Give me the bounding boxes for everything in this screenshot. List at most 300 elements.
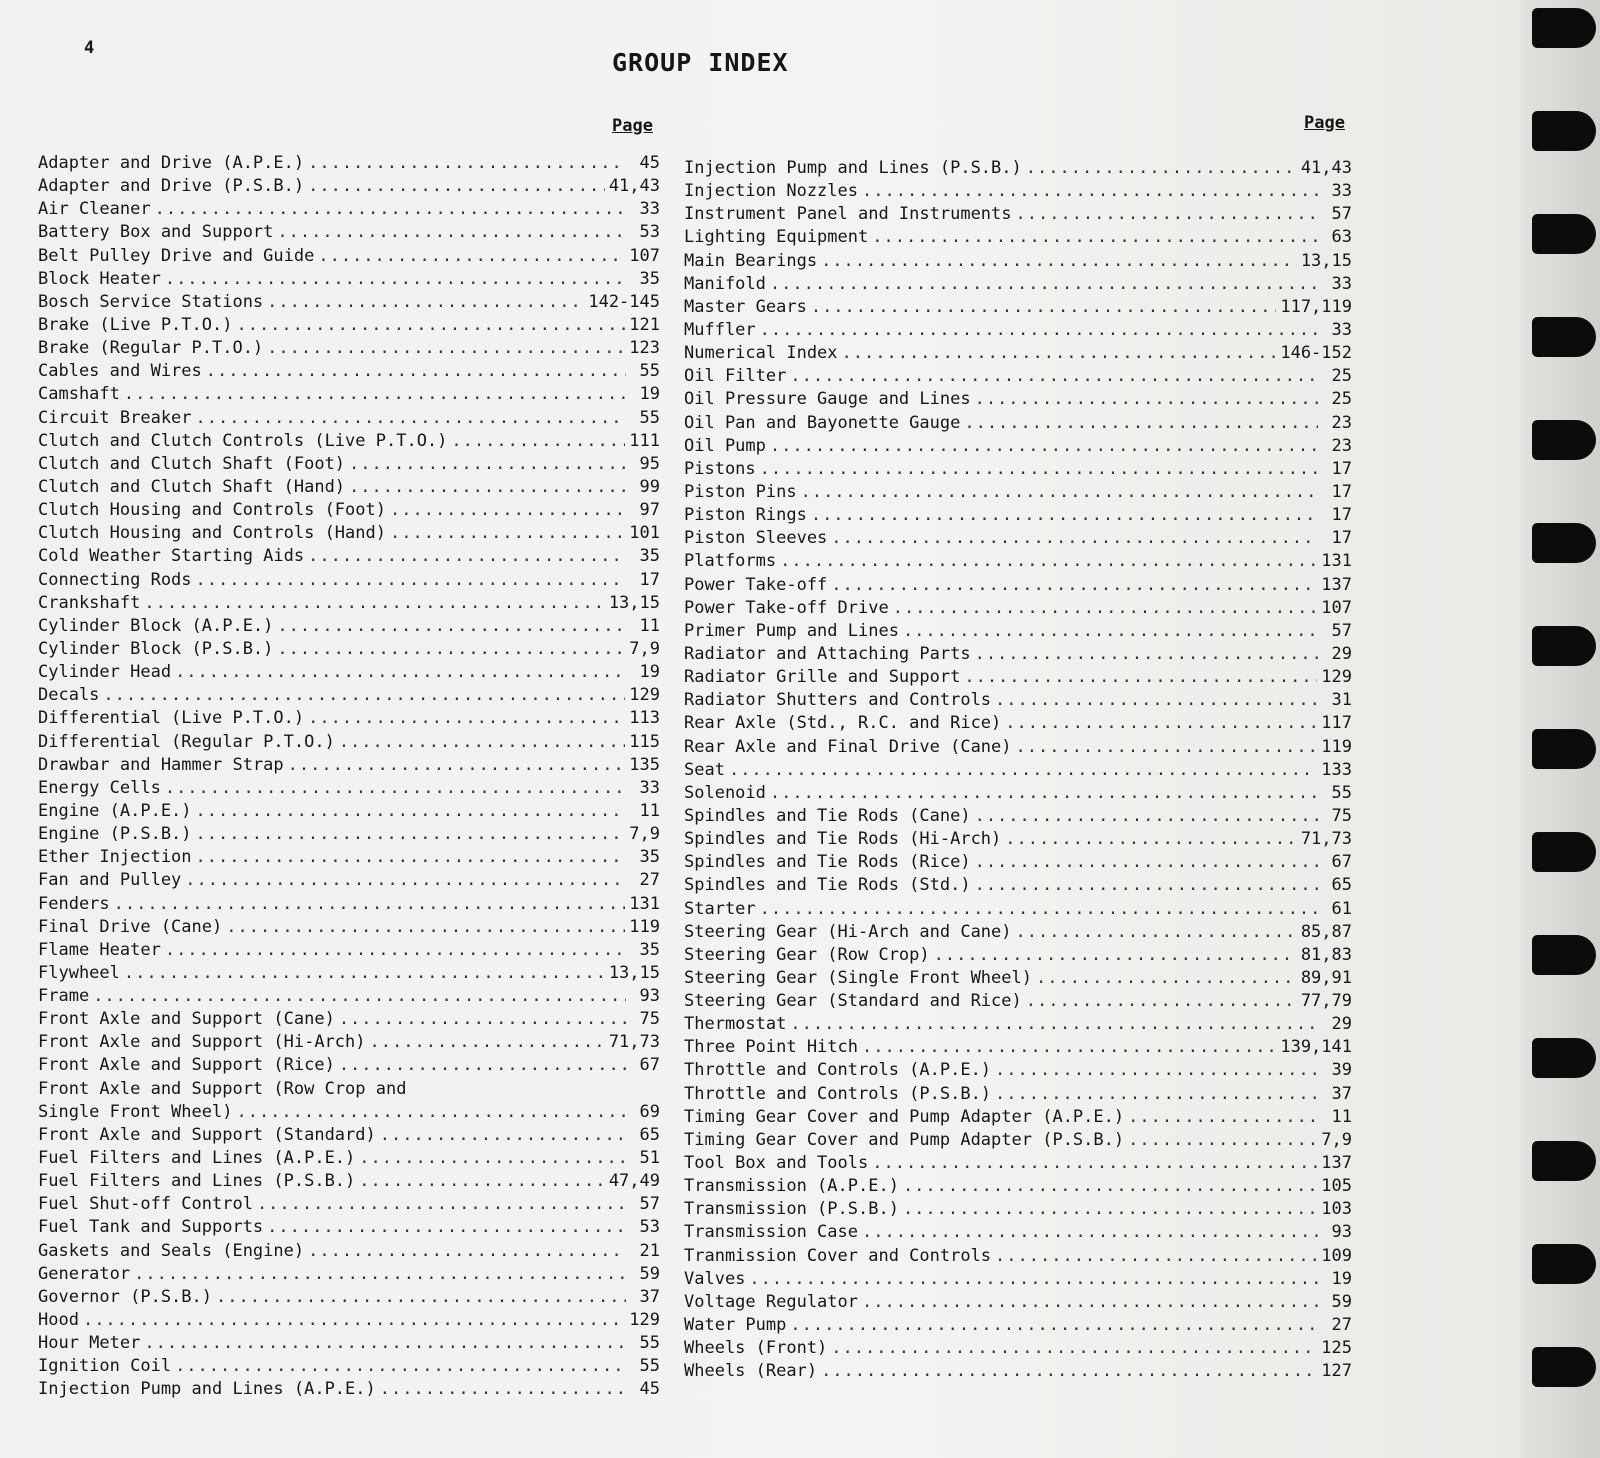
entry-page: 51 bbox=[639, 1148, 660, 1169]
entry-name: Radiator and Attaching Parts bbox=[684, 643, 971, 664]
entry-name: Cylinder Block (P.S.B.) bbox=[38, 638, 274, 659]
entry-page: 33 bbox=[1331, 273, 1352, 294]
entry-page: 7,9 bbox=[1321, 1129, 1352, 1150]
leader-dots bbox=[236, 315, 625, 335]
index-entry bbox=[684, 1014, 1352, 1037]
entry-name: Fuel Tank and Supports bbox=[38, 1217, 264, 1238]
leader-dots bbox=[236, 1102, 626, 1122]
leader-dots bbox=[359, 1148, 626, 1168]
entry-name: Tool Box and Tools bbox=[684, 1153, 869, 1174]
leader-dots bbox=[349, 477, 626, 497]
entry-name: Battery Box and Support bbox=[38, 222, 274, 243]
entry-page: 137 bbox=[1321, 574, 1352, 595]
entry-page: 25 bbox=[1331, 389, 1352, 410]
binding-coil bbox=[1532, 420, 1596, 460]
entry-page: 139,141 bbox=[1280, 1037, 1352, 1058]
leader-dots bbox=[83, 1310, 625, 1330]
index-entry bbox=[684, 713, 1352, 736]
index-entry bbox=[684, 1315, 1352, 1338]
entry-page: 129 bbox=[629, 685, 660, 706]
entry-name: Piston Pins bbox=[684, 481, 797, 502]
leader-dots bbox=[862, 1222, 1318, 1242]
leader-dots bbox=[339, 1055, 626, 1075]
entry-name: Air Cleaner bbox=[38, 199, 151, 220]
entry-name: Cables and Wires bbox=[38, 361, 202, 382]
entry-page: 35 bbox=[639, 939, 660, 960]
entry-page: 117 bbox=[1321, 713, 1352, 734]
index-entry bbox=[38, 639, 660, 662]
entry-name: Oil Pan and Bayonette Gauge bbox=[684, 412, 961, 433]
leader-dots bbox=[206, 361, 626, 381]
entry-name: Power Take-off bbox=[684, 574, 828, 595]
entry-name: Connecting Rods bbox=[38, 569, 192, 590]
entry-page: 7,9 bbox=[629, 638, 660, 659]
leader-dots bbox=[903, 1199, 1317, 1219]
entry-page: 33 bbox=[1331, 319, 1352, 340]
leader-dots bbox=[134, 1264, 626, 1284]
entry-name: Ether Injection bbox=[38, 847, 192, 868]
index-entry bbox=[38, 801, 660, 824]
entry-page: 107 bbox=[1321, 597, 1352, 618]
leader-dots bbox=[103, 685, 625, 705]
index-entry bbox=[38, 246, 660, 269]
entry-page: 45 bbox=[639, 153, 660, 173]
leader-dots bbox=[995, 690, 1318, 710]
entry-name: Timing Gear Cover and Pump Adapter (A.P.E.) bbox=[684, 1106, 1125, 1127]
entry-name: Master Gears bbox=[684, 296, 807, 317]
index-entry bbox=[684, 227, 1352, 250]
index-entry bbox=[38, 963, 660, 986]
index-entry bbox=[684, 482, 1352, 505]
entry-page: 101 bbox=[629, 523, 660, 544]
entry-page: 33 bbox=[639, 777, 660, 798]
entry-name: Clutch Housing and Controls (Hand) bbox=[38, 523, 386, 544]
entry-name: Thermostat bbox=[684, 1014, 787, 1035]
index-entry bbox=[38, 593, 660, 616]
entry-name: Hour Meter bbox=[38, 1333, 141, 1354]
binding-coil bbox=[1532, 523, 1596, 563]
entry-name: Fenders bbox=[38, 893, 110, 914]
leader-dots bbox=[1005, 713, 1317, 733]
entry-name: Single Front Wheel) bbox=[38, 1101, 233, 1122]
entry-name: Lighting Equipment bbox=[684, 227, 869, 248]
entry-page: 37 bbox=[1331, 1083, 1352, 1104]
leader-dots bbox=[308, 176, 605, 196]
index-entry bbox=[684, 852, 1352, 875]
entry-name: Voltage Regulator bbox=[684, 1291, 858, 1312]
index-entry bbox=[38, 1194, 660, 1217]
index-entry bbox=[684, 528, 1352, 551]
index-entry bbox=[684, 945, 1352, 968]
entry-name: Front Axle and Support (Row Crop and bbox=[38, 1078, 407, 1099]
entry-name: Hood bbox=[38, 1310, 79, 1331]
index-entry bbox=[684, 806, 1352, 829]
entry-name: Three Point Hitch bbox=[684, 1037, 858, 1058]
entry-page: 123 bbox=[629, 338, 660, 359]
entry-page: 67 bbox=[1331, 852, 1352, 873]
leader-dots bbox=[165, 778, 626, 798]
entry-page: 131 bbox=[629, 893, 660, 914]
right-page-column-label: Page bbox=[1304, 113, 1345, 133]
entry-page: 93 bbox=[639, 986, 660, 1007]
leader-dots bbox=[288, 755, 626, 775]
entry-page: 103 bbox=[1321, 1199, 1352, 1220]
binding-coil bbox=[1532, 729, 1596, 769]
entry-page: 97 bbox=[639, 500, 660, 521]
leader-dots bbox=[790, 1014, 1318, 1034]
entry-page: 95 bbox=[639, 453, 660, 474]
entry-name: Tranmission Cover and Controls bbox=[684, 1245, 992, 1266]
leader-dots bbox=[749, 1269, 1318, 1289]
leader-dots bbox=[862, 181, 1318, 201]
leader-dots bbox=[903, 1176, 1317, 1196]
entry-name: Oil Pump bbox=[684, 435, 766, 456]
entry-page: 29 bbox=[1331, 643, 1352, 664]
leader-dots bbox=[975, 875, 1318, 895]
entry-name: Generator bbox=[38, 1263, 131, 1284]
index-entry bbox=[38, 917, 660, 940]
entry-page: 47,49 bbox=[608, 1171, 660, 1192]
index-entry bbox=[684, 922, 1352, 945]
entry-name: Spindles and Tie Rods (Rice) bbox=[684, 852, 971, 873]
leader-dots bbox=[124, 963, 605, 983]
entry-name: Transmission (P.S.B.) bbox=[684, 1199, 899, 1220]
index-entry bbox=[38, 384, 660, 407]
entry-name: Throttle and Controls (A.P.E.) bbox=[684, 1060, 992, 1081]
leader-dots bbox=[339, 732, 625, 752]
leader-dots bbox=[226, 917, 625, 937]
entry-page: 63 bbox=[1331, 227, 1352, 248]
index-entry bbox=[684, 1037, 1352, 1060]
index-entry bbox=[38, 477, 660, 500]
leader-dots bbox=[277, 639, 625, 659]
index-entry bbox=[684, 829, 1352, 852]
leader-dots bbox=[821, 1361, 1317, 1381]
entry-name: Instrument Panel and Instruments bbox=[684, 204, 1012, 225]
index-entry bbox=[684, 343, 1352, 366]
leader-dots bbox=[790, 1315, 1318, 1335]
entry-name: Fuel Filters and Lines (A.P.E.) bbox=[38, 1148, 356, 1169]
leader-dots bbox=[175, 1356, 626, 1376]
entry-page: 39 bbox=[1331, 1060, 1352, 1081]
leader-dots bbox=[862, 1292, 1318, 1312]
leader-dots bbox=[842, 343, 1277, 363]
entry-name: Clutch and Clutch Shaft (Foot) bbox=[38, 453, 346, 474]
index-entry bbox=[38, 755, 660, 778]
entry-page: 13,15 bbox=[608, 962, 660, 983]
entry-page: 11 bbox=[639, 800, 660, 821]
leader-dots bbox=[760, 459, 1318, 479]
index-entry bbox=[38, 1217, 660, 1240]
index-entry bbox=[38, 222, 660, 245]
leader-dots bbox=[339, 1009, 626, 1029]
entry-page: 131 bbox=[1321, 551, 1352, 572]
index-entry bbox=[38, 870, 660, 893]
entry-page: 121 bbox=[629, 314, 660, 335]
entry-name: Decals bbox=[38, 685, 100, 706]
index-entry bbox=[38, 1079, 660, 1102]
entry-name: Primer Pump and Lines bbox=[684, 620, 899, 641]
entry-name: Injection Pump and Lines (A.P.E.) bbox=[38, 1379, 376, 1400]
index-entry bbox=[38, 338, 660, 361]
entry-page: 59 bbox=[1331, 1291, 1352, 1312]
leader-dots bbox=[975, 852, 1318, 872]
entry-name: Brake (Live P.T.O.) bbox=[38, 314, 233, 335]
leader-dots bbox=[831, 528, 1318, 548]
leader-dots bbox=[196, 408, 626, 428]
entry-name: Crankshaft bbox=[38, 592, 141, 613]
binding-coil bbox=[1532, 935, 1596, 975]
entry-name: Manifold bbox=[684, 273, 766, 294]
entry-page: 119 bbox=[1321, 736, 1352, 757]
entry-page: 65 bbox=[639, 1124, 660, 1145]
leader-dots bbox=[811, 297, 1277, 317]
leader-dots bbox=[975, 389, 1318, 409]
entry-name: Bosch Service Stations bbox=[38, 291, 264, 312]
leader-dots bbox=[831, 1338, 1317, 1358]
entry-name: Clutch and Clutch Shaft (Hand) bbox=[38, 476, 346, 497]
leader-dots bbox=[318, 246, 625, 266]
entry-name: Radiator Shutters and Controls bbox=[684, 690, 992, 711]
index-entry bbox=[684, 251, 1352, 274]
leader-dots bbox=[821, 251, 1297, 271]
entry-page: 133 bbox=[1321, 759, 1352, 780]
entry-name: Brake (Regular P.T.O.) bbox=[38, 338, 264, 359]
binding-coil bbox=[1532, 626, 1596, 666]
entry-name: Oil Filter bbox=[684, 366, 787, 387]
index-entry bbox=[684, 783, 1352, 806]
entry-name: Adapter and Drive (P.S.B.) bbox=[38, 176, 305, 197]
leader-dots bbox=[995, 1246, 1317, 1266]
entry-page: 75 bbox=[1331, 805, 1352, 826]
entry-page: 13,15 bbox=[1300, 250, 1352, 271]
index-entry bbox=[684, 459, 1352, 482]
leader-dots bbox=[790, 366, 1318, 386]
entry-name: Camshaft bbox=[38, 384, 120, 405]
index-entry bbox=[684, 991, 1352, 1014]
index-entry bbox=[684, 667, 1352, 690]
entry-name: Front Axle and Support (Hi-Arch) bbox=[38, 1032, 366, 1053]
leader-dots bbox=[975, 806, 1318, 826]
entry-name: Cylinder Block (A.P.E.) bbox=[38, 615, 274, 636]
leader-dots bbox=[308, 546, 626, 566]
leader-dots bbox=[370, 1032, 605, 1052]
binding-coil bbox=[1532, 1038, 1596, 1078]
index-entry bbox=[38, 500, 660, 523]
entry-page: 125 bbox=[1321, 1338, 1352, 1359]
index-entry bbox=[684, 204, 1352, 227]
entry-page: 75 bbox=[639, 1009, 660, 1030]
entry-name: Water Pump bbox=[684, 1315, 787, 1336]
index-entry bbox=[38, 546, 660, 569]
entry-page: 119 bbox=[629, 916, 660, 937]
leader-dots bbox=[267, 292, 584, 312]
index-entry bbox=[38, 1125, 660, 1148]
index-entry bbox=[38, 1102, 660, 1125]
entry-page: 19 bbox=[639, 384, 660, 405]
leader-dots bbox=[114, 894, 626, 914]
entry-name: Piston Sleeves bbox=[684, 528, 828, 549]
entry-name: Fuel Filters and Lines (P.S.B.) bbox=[38, 1171, 356, 1192]
leader-dots bbox=[903, 621, 1318, 641]
entry-name: Injection Nozzles bbox=[684, 181, 858, 202]
entry-page: 35 bbox=[639, 847, 660, 868]
index-entry bbox=[38, 292, 660, 315]
entry-page: 37 bbox=[639, 1286, 660, 1307]
index-entry bbox=[684, 875, 1352, 898]
index-entry bbox=[684, 274, 1352, 297]
index-entry bbox=[38, 408, 660, 431]
entry-name: Differential (Live P.T.O.) bbox=[38, 708, 305, 729]
entry-page: 59 bbox=[639, 1263, 660, 1284]
entry-page: 7,9 bbox=[629, 824, 660, 845]
entry-name: Transmission (A.P.E.) bbox=[684, 1176, 899, 1197]
entry-page: 31 bbox=[1331, 690, 1352, 711]
leader-dots bbox=[1005, 829, 1297, 849]
binding-coil bbox=[1532, 111, 1596, 151]
entry-page: 93 bbox=[1331, 1222, 1352, 1243]
leader-dots bbox=[872, 227, 1318, 247]
index-entry bbox=[684, 389, 1352, 412]
entry-name: Circuit Breaker bbox=[38, 407, 192, 428]
leader-dots bbox=[1026, 158, 1297, 178]
entry-page: 25 bbox=[1331, 366, 1352, 387]
entry-name: Power Take-off Drive bbox=[684, 597, 889, 618]
page-number: 4 bbox=[84, 38, 95, 58]
binding-coil bbox=[1532, 214, 1596, 254]
index-entry bbox=[38, 176, 660, 199]
entry-name: Steering Gear (Row Crop) bbox=[684, 944, 930, 965]
entry-page: 57 bbox=[1331, 620, 1352, 641]
index-entry bbox=[38, 153, 660, 176]
index-entry bbox=[684, 1084, 1352, 1107]
index-entry bbox=[684, 690, 1352, 713]
entry-name: Differential (Regular P.T.O.) bbox=[38, 731, 335, 752]
entry-page: 77,79 bbox=[1300, 991, 1352, 1012]
entry-name: Engine (P.S.B.) bbox=[38, 824, 192, 845]
entry-name: Pistons bbox=[684, 458, 756, 479]
index-entry bbox=[684, 1292, 1352, 1315]
leader-dots bbox=[380, 1379, 626, 1399]
leader-dots bbox=[277, 616, 626, 636]
binding-coil bbox=[1532, 317, 1596, 357]
leader-dots bbox=[185, 870, 626, 890]
entry-page: 33 bbox=[639, 199, 660, 220]
entry-page: 67 bbox=[639, 1055, 660, 1076]
entry-page: 107 bbox=[629, 245, 660, 266]
entry-page: 11 bbox=[639, 615, 660, 636]
leader-dots bbox=[872, 1153, 1317, 1173]
entry-page: 23 bbox=[1331, 435, 1352, 456]
entry-name: Gaskets and Seals (Engine) bbox=[38, 1240, 305, 1261]
index-entry bbox=[684, 505, 1352, 528]
entry-name: Starter bbox=[684, 898, 756, 919]
leader-dots bbox=[359, 1171, 605, 1191]
entry-name: Steering Gear (Hi-Arch and Cane) bbox=[684, 921, 1012, 942]
entry-page: 99 bbox=[639, 476, 660, 497]
entry-name: Fan and Pulley bbox=[38, 870, 182, 891]
leader-dots bbox=[165, 269, 626, 289]
index-entry bbox=[684, 1361, 1352, 1384]
leader-dots bbox=[1016, 922, 1297, 942]
leader-dots bbox=[811, 505, 1318, 525]
entry-name: Solenoid bbox=[684, 782, 766, 803]
entry-name: Seat bbox=[684, 759, 725, 780]
index-entry bbox=[38, 199, 660, 222]
entry-page: 55 bbox=[639, 361, 660, 382]
leader-dots bbox=[308, 153, 626, 173]
entry-name: Clutch Housing and Controls (Foot) bbox=[38, 500, 386, 521]
leader-dots bbox=[144, 1333, 626, 1353]
leader-dots bbox=[831, 575, 1317, 595]
index-entry bbox=[684, 899, 1352, 922]
index-entry bbox=[684, 968, 1352, 991]
leader-dots bbox=[257, 1194, 626, 1214]
leader-dots bbox=[964, 413, 1318, 433]
index-entry bbox=[684, 1130, 1352, 1153]
entry-name: Valves bbox=[684, 1268, 746, 1289]
entry-page: 53 bbox=[639, 1217, 660, 1238]
index-entry bbox=[684, 366, 1352, 389]
index-entry bbox=[684, 598, 1352, 621]
leader-dots bbox=[770, 436, 1318, 456]
binding-coil bbox=[1532, 832, 1596, 872]
entry-name: Muffler bbox=[684, 319, 756, 340]
entry-page: 71,73 bbox=[608, 1032, 660, 1053]
entry-name: Final Drive (Cane) bbox=[38, 916, 223, 937]
entry-page: 27 bbox=[1331, 1315, 1352, 1336]
index-entry bbox=[38, 1032, 660, 1055]
entry-page: 117,119 bbox=[1280, 296, 1352, 317]
entry-name: Steering Gear (Standard and Rice) bbox=[684, 991, 1022, 1012]
index-entry bbox=[684, 1107, 1352, 1130]
leader-dots bbox=[964, 667, 1317, 687]
right-index-column bbox=[684, 158, 1352, 1384]
entry-page: 17 bbox=[1331, 458, 1352, 479]
entry-page: 19 bbox=[639, 662, 660, 683]
leader-dots bbox=[760, 320, 1318, 340]
index-entry bbox=[38, 454, 660, 477]
entry-name: Radiator Grille and Support bbox=[684, 667, 961, 688]
leader-dots bbox=[196, 824, 626, 844]
leader-dots bbox=[893, 598, 1318, 618]
entry-name: Front Axle and Support (Rice) bbox=[38, 1055, 335, 1076]
leader-dots bbox=[165, 940, 626, 960]
index-entry bbox=[38, 269, 660, 292]
index-entry bbox=[38, 1356, 660, 1379]
leader-dots bbox=[862, 1037, 1276, 1057]
leader-dots bbox=[760, 899, 1318, 919]
index-entry bbox=[684, 760, 1352, 783]
entry-name: Wheels (Front) bbox=[684, 1338, 828, 1359]
entry-name: Throttle and Controls (P.S.B.) bbox=[684, 1083, 992, 1104]
entry-name: Drawbar and Hammer Strap bbox=[38, 754, 284, 775]
index-entry bbox=[684, 1338, 1352, 1361]
entry-name: Cylinder Head bbox=[38, 662, 172, 683]
index-entry bbox=[684, 575, 1352, 598]
entry-page: 21 bbox=[639, 1240, 660, 1261]
entry-name: Block Heater bbox=[38, 268, 161, 289]
index-entry bbox=[684, 1222, 1352, 1245]
leader-dots bbox=[349, 454, 626, 474]
entry-name: Governor (P.S.B.) bbox=[38, 1286, 212, 1307]
leader-dots bbox=[1026, 991, 1297, 1011]
entry-page: 13,15 bbox=[608, 592, 660, 613]
entry-name: Spindles and Tie Rods (Std.) bbox=[684, 875, 971, 896]
entry-name: Oil Pressure Gauge and Lines bbox=[684, 389, 971, 410]
entry-page: 69 bbox=[639, 1101, 660, 1122]
entry-page: 65 bbox=[1331, 875, 1352, 896]
